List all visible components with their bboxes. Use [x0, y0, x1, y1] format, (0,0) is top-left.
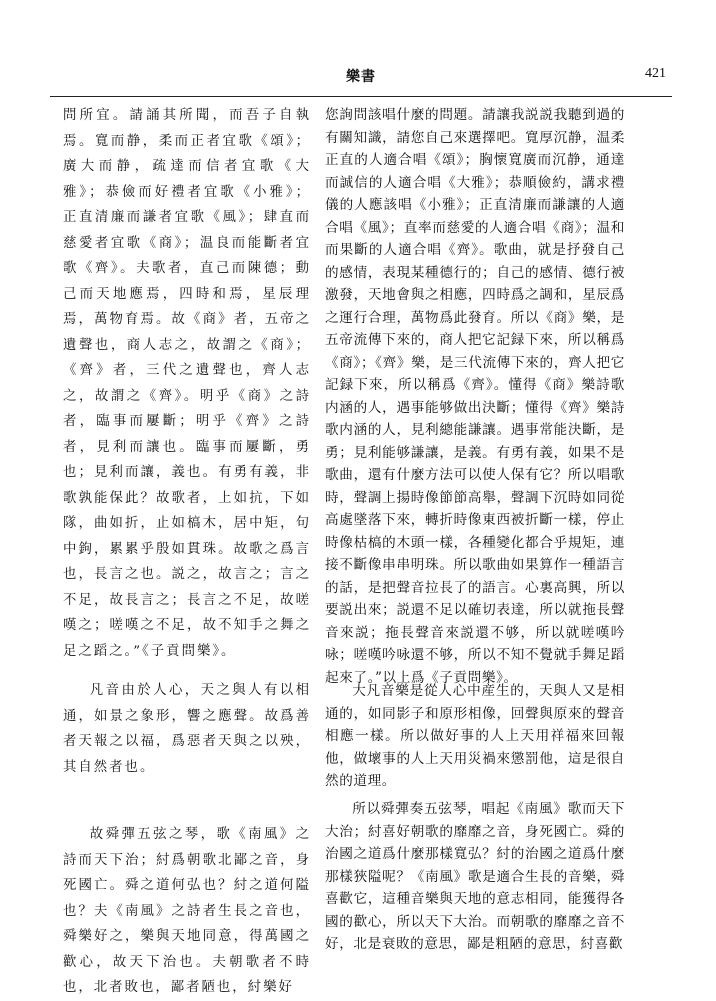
classical-paragraph: 故舜彈五弦之琴，歌《南風》之詩而天下治；紂爲朝歌北鄙之音，身死國亡。舜之道何弘也？紂之道何隘也？夫《南風》之詩者生長之音也，舜樂好之，樂與天地同意，得萬國之歡心，故天下治也。夫朝歌者不時也，北者敗也，鄙者陋也，紂樂好 — [63, 827, 311, 995]
page-number: 421 — [645, 66, 666, 81]
running-header — [50, 62, 672, 97]
running-title: 樂書 — [346, 69, 376, 85]
translation-paragraph: 您詢問該唱什麼的問題。請讓我説説我聽到過的有關知識，請您自己來選擇吧。寬厚沉静，温柔正直的人適合唱《頌》；胸懷寬廣而沉静，通達而誠信的人適合唱《大雅》；恭順儉約，講求禮儀的人應該唱《小雅》；正直清廉而謙讓的人適合唱《風》；直率而慈愛的人適合唱《商》；温和而果斷的人適合唱《齊》。歌曲，就是抒發自己的感情，表現某種德行的；自己的感情、德行被激發，天地會與之相應，四時爲之調和，星辰爲之運行合理，萬物爲此發育。所以《商》樂，是五帝流傳下來的，商人把它記録下來，所以稱爲《商》；《齊》樂，是三代流傳下來的，齊人把它記録下來，所以稱爲《齊》。懂得《商》樂詩歌内涵的人，遇事能够做出決斷；懂得《齊》樂詩歌内涵的人，見利總能謙讓。遇事常能決斷，是勇；見利能够謙讓，是義。有勇有義，如果不是歌曲，還有什麼方法可以使人保有它？所以唱歌時，聲調上揚時像節節高舉，聲調下沉時如同從高處墜落下來，轉折時像東西被折斷一樣，停止時像枯槁的木頭一樣，各種變化都合乎規矩，連接不斷像串串明珠。所以歌曲如果算作一種語言的話，是把聲音拉長了的語言。心裏高興，所以要説出來；説還不足以確切表達，所以就拖長聲音來説；拖長聲音來説還不够，所以就嗟嘆吟咏；嗟嘆吟咏還不够，所以不知不覺就手舞足蹈起來了。”以上爲《子貢問樂》。 — [325, 107, 625, 686]
translation-paragraph: 大凡音樂是從人心中産生的，天與人又是相通的，如同影子和原形相像，回聲與原來的聲音相應一樣。所以做好事的人上天用祥福來回報他，做壞事的人上天用災禍來懲罰他，這是很自然的道理。 — [325, 683, 625, 789]
translation-paragraph: 所以舜彈奏五弦琴，唱起《南風》歌而天下大治；紂喜好朝歌的靡靡之音，身死國亡。舜的治國之道爲什麼那樣寬弘？紂的治國之道爲什麼那樣狹隘呢？《南風》歌是適合生長的音樂，舜喜歡它，這種音樂與天地的意志相同，能獲得各國的歡心，所以天下大治。而朝歌的靡靡之音不好，北是衰敗的意思，鄙是粗陋的意思，紂喜歡 — [325, 801, 625, 952]
classical-paragraph: 凡音由於人心，天之與人有以相通，如景之象形，響之應聲。故爲善者天報之以福，爲惡者天與之以殃，其自然者也。 — [63, 683, 311, 775]
classical-paragraph: 問所宜。請誦其所聞，而吾子自執焉。寬而静，柔而正者宜歌《頌》；廣大而静，疏達而信者宜歌《大雅》；恭儉而好禮者宜歌《小雅》；正直清廉而謙者宜歌《風》；肆直而慈愛者宜歌《商》；温良而能斷者宜歌《齊》。夫歌者，直己而陳德；動己而天地應焉，四時和焉，星辰理焉，萬物育焉。故《商》者，五帝之遺聲也，商人志之，故謂之《商》；《齊》者，三代之遺聲也，齊人志之，故謂之《齊》。明乎《商》之詩者，臨事而屢斷；明乎《齊》之詩者，見利而讓也。臨事而屢斷，勇也；見利而讓，義也。有勇有義，非歌孰能保此？故歌者，上如抗，下如隊，曲如折，止如槁木，居中矩，句中鉤，累累乎殷如貫珠。故歌之爲言也，長言之也。説之，故言之；言之不足，故長言之；長言之不足，故嗟嘆之；嗟嘆之不足，故不知手之舞之足之蹈之。”《子貢問樂》。 — [63, 108, 311, 659]
